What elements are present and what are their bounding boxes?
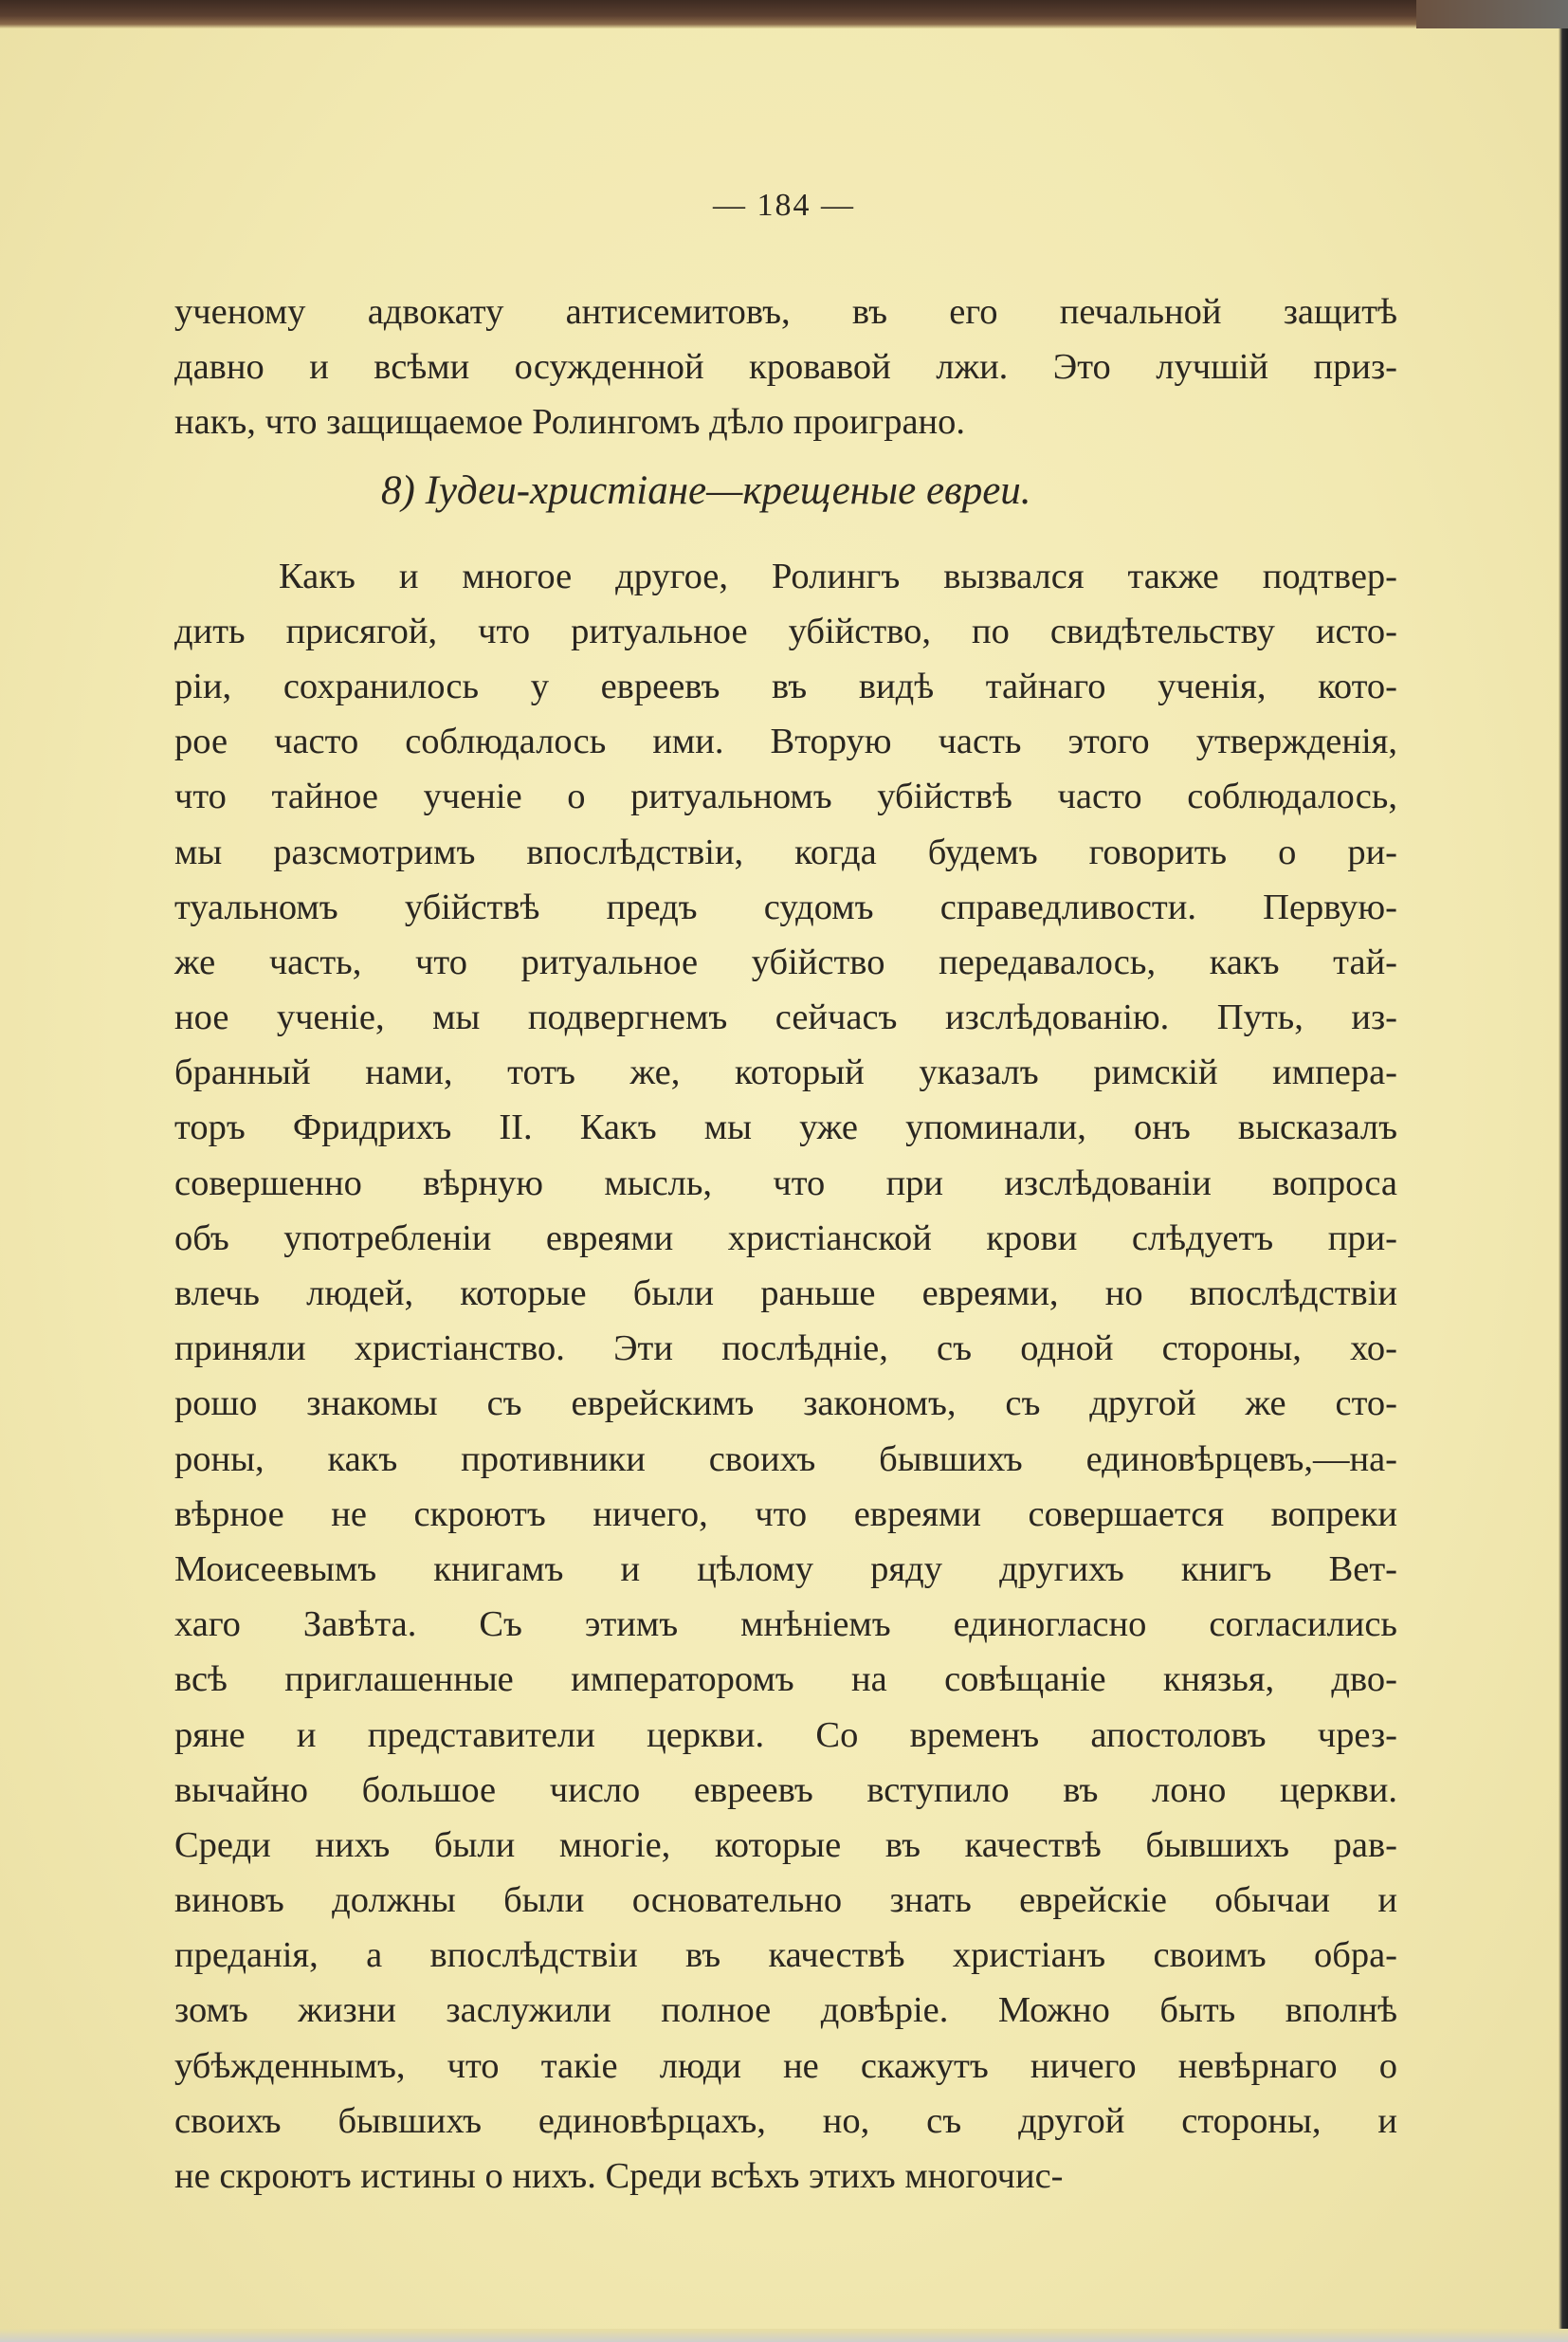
text-line: убѣжденнымъ, что такіе люди не скажутъ ничего невѣрнаго о (174, 2045, 1397, 2086)
text-line: влечь людей, которые были раньше евреями, но впослѣдствіи (174, 1273, 1397, 1313)
text-line: ученому адвокату антисемитовъ, въ его печальной защитѣ (174, 292, 1397, 332)
text-line: же часть, что ритуальное убійство передавалось, какъ тай- (174, 942, 1397, 982)
text-line: бранный нами, тотъ же, который указалъ римскій импера- (174, 1052, 1397, 1093)
text-line: что тайное ученіе о ритуальномъ убійствѣ часто соблюдалось, (174, 777, 1397, 817)
text-line: хаго Завѣта. Съ этимъ мнѣніемъ единогласно согласились (174, 1604, 1397, 1645)
text-line: всѣ приглашенные императоромъ на совѣщаніе князья, дво- (174, 1659, 1397, 1700)
text-line: своихъ бывшихъ единовѣрцахъ, но, съ другой стороны, и (174, 2100, 1397, 2141)
text-line: дить присягой, что ритуальное убійство, по свидѣтельству исто- (174, 611, 1397, 651)
text-line: виновъ должны были основательно знать еврейскіе обычаи и (174, 1880, 1397, 1921)
page-right-edge (1559, 28, 1568, 2342)
text-line: мы разсмотримъ впослѣдствіи, когда будемъ говорить о ри- (174, 832, 1397, 872)
page-text (174, 284, 1397, 2204)
text-line: вычайно большое число евреевъ вступило въ лоно церкви. (174, 1769, 1397, 1810)
page-top-edge (0, 0, 1568, 28)
text-line: объ употребленіи евреями христіанской крови слѣдуетъ при- (174, 1217, 1397, 1258)
text-line: вѣрное не скроютъ ничего, что евреями совершается вопреки (174, 1493, 1397, 1534)
text-line: Моисеевымъ книгамъ и цѣлому ряду другихъ книгъ Вет- (174, 1548, 1397, 1589)
text-line: ріи, сохранилось у евреевъ въ видѣ тайнаго ученія, кото- (174, 666, 1397, 706)
text-line: ное ученіе, мы подвергнемъ сейчасъ изслѣдованію. Путь, из- (174, 997, 1397, 1038)
text-line: давно и всѣми осужденной кровавой лжи. Это лучшій приз- (174, 347, 1397, 388)
text-line: туальномъ убійствѣ предъ судомъ справедливости. Первую- (174, 887, 1397, 927)
text-line: зомъ жизни заслужили полное довѣріе. Можно быть вполнѣ (174, 1990, 1397, 2031)
text-line: рошо знакомы съ еврейскимъ закономъ, съ другой же сто- (174, 1383, 1397, 1424)
page-number: — 184 — (713, 188, 855, 223)
text-line: ряне и представители церкви. Со временъ апостоловъ чрез- (174, 1714, 1397, 1755)
text-line: приняли христіанство. Эти послѣдніе, съ одной стороны, хо- (174, 1328, 1397, 1369)
text-line: Какъ и многое другое, Ролингъ вызвался также подтвер- (279, 556, 1397, 596)
text-line: накъ, что защищаемое Ролингомъ дѣло проиграно. (174, 402, 966, 443)
text-line: роны, какъ противники своихъ бывшихъ единовѣрцевъ,—на- (174, 1438, 1397, 1479)
text-line: преданія, а впослѣдствіи въ качествѣ христіанъ своимъ обра- (174, 1935, 1397, 1976)
text-line: совершенно вѣрную мысль, что при изслѣдованіи вопроса (174, 1162, 1397, 1203)
text-line: торъ Фридрихъ II. Какъ мы уже упоминали, онъ высказалъ (174, 1107, 1397, 1148)
page-bottom-edge (0, 2329, 1568, 2342)
text-line: Среди нихъ были многіе, которые въ качествѣ бывшихъ рав- (174, 1824, 1397, 1865)
text-line: не скроютъ истины о нихъ. Среди всѣхъ этихъ многочис- (174, 2156, 1064, 2196)
text-line: рое часто соблюдалось ими. Вторую часть этого утвержденія, (174, 722, 1397, 762)
section-heading: 8) Іудеи-христіане—крещеные евреи. (381, 467, 1031, 513)
